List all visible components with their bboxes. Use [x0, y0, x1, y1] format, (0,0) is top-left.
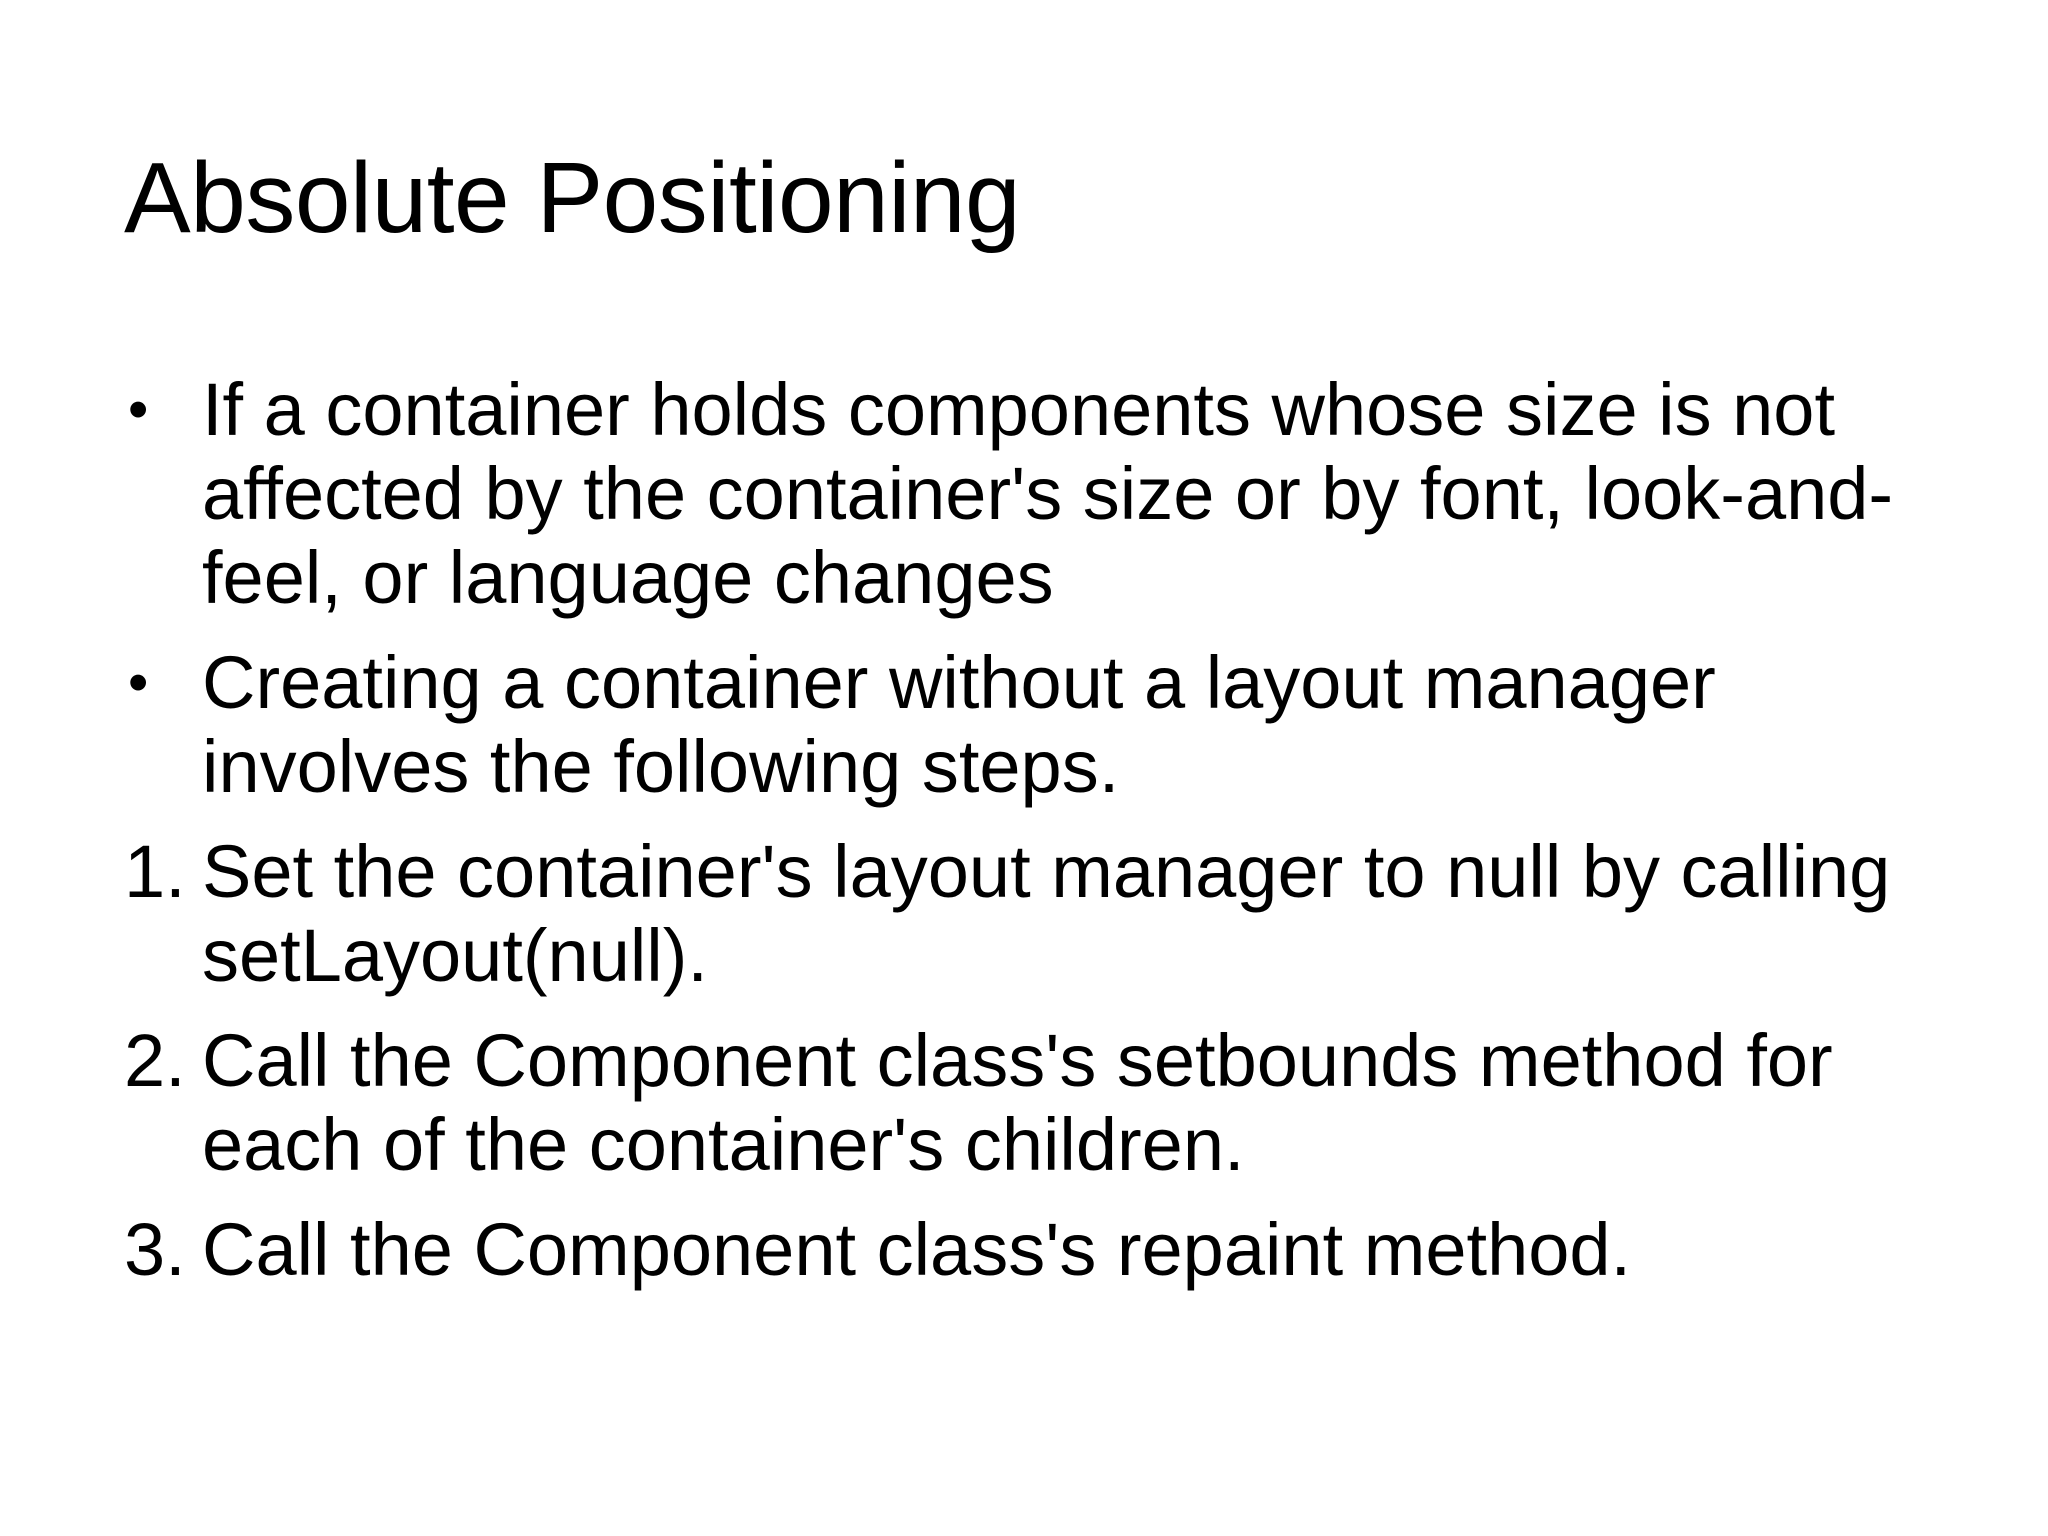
bullet-marker: • [128, 650, 149, 715]
numbered-item [124, 1019, 1964, 1187]
bullet-item [124, 641, 1964, 809]
bullet-text: Creating a container without a layout manager involves the following steps. [202, 641, 1716, 808]
numbered-item [124, 830, 1964, 998]
slide-body-list [124, 368, 1964, 1313]
numbered-item [124, 1208, 1964, 1292]
step-number: 1. [124, 830, 186, 913]
step-text: Call the Component class's repaint method. [202, 1208, 1632, 1291]
step-text: Set the container's layout manager to null by calling setLayout(null). [202, 830, 1891, 997]
slide-title: Absolute Positioning [124, 142, 1021, 254]
step-number: 2. [124, 1019, 186, 1102]
bullet-item [124, 368, 1964, 620]
bullet-text: If a container holds components whose size is not affected by the container's size or by font, look-and-feel, or language changes [202, 368, 1894, 619]
step-number: 3. [124, 1208, 186, 1291]
step-text: Call the Component class's setbounds method for each of the container's children. [202, 1019, 1833, 1186]
bullet-marker: • [128, 377, 149, 442]
